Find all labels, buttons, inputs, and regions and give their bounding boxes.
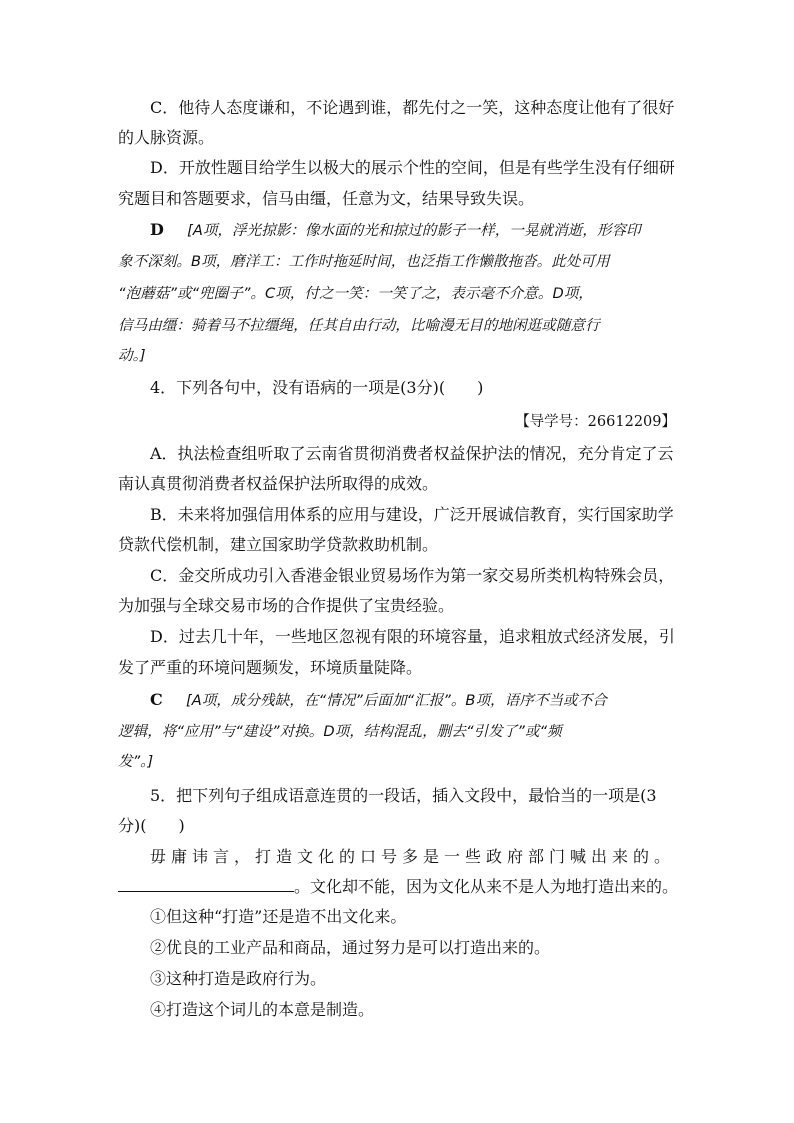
q3-answer-line3: “泡蘑菇”或“兜圈子”。C项，付之一笑：一笑了之，表示毫不介意。D项，: [118, 285, 593, 302]
q4-stem: 4．下列各句中，没有语病的一项是(3分)( ): [150, 378, 484, 397]
q4-answer-line2: 逻辑，将“应用”与“建设”对换。D项，结构混乱，删去“引发了”或“频: [118, 723, 562, 740]
q5-passage-line1: 毋庸讳言，打造文化的口号多是一些政府部门喊出来的。: [150, 847, 670, 866]
q3-option-c-line1: C．他待人态度谦和，不论遇到谁，都先付之一笑，这种态度让他有了很好: [150, 98, 675, 117]
q4-answer-line1: [150, 690, 607, 711]
q4-option-d-line1: D．过去几十年，一些地区忽视有限的环境容量，追求粗放式经济发展，引: [150, 627, 675, 646]
q4-option-b-line2: 贷款代偿机制，建立国家助学贷款救助机制。: [118, 535, 439, 554]
q3-answer-text1: [A项，浮光掠影：像水面的光和掠过的影子一样，一晃就消逝，形容印: [187, 222, 641, 239]
q4-answer-text1: [A项，成分残缺，在“情况”后面加“汇报”。B项，语序不当或不合: [186, 692, 607, 709]
q4-option-a-line1: A．执法检查组听取了云南省贯彻消费者权益保护法的情况，充分肯定了云: [150, 444, 674, 463]
q3-option-d-line1: D．开放性题目给学生以极大的展示个性的空间，但是有些学生没有仔细研: [150, 158, 675, 177]
q4-option-c-line2: 为加强与全球交易市场的合作提供了宝贵经验。: [118, 596, 455, 615]
q3-answer-line2: 象不深刻。B项，磨洋工：工作时拖延时间，也泛指工作懒散拖沓。此处可用: [118, 253, 610, 270]
q5-stem-line2: 分)( ): [118, 816, 185, 835]
q4-answer-key: C: [150, 690, 163, 709]
q5-passage-line2-text: 。文化却不能，因为文化从来不是人为地打造出来的。: [294, 877, 679, 896]
q4-option-b-line1: B．未来将加强信用体系的应用与建设，广泛开展诚信教育，实行国家助学: [150, 505, 674, 524]
q5-item-2: ②优良的工业产品和商品，通过努力是可以打造出来的。: [150, 938, 551, 957]
q3-answer-line1: [150, 220, 641, 241]
q4-option-d-line2: 发了严重的环境问题频发，环境质量陡降。: [118, 658, 423, 677]
q4-answer-line3: 发”。]: [118, 753, 154, 770]
q3-answer-key: D: [150, 220, 164, 239]
q5-item-1: ①但这种“打造”还是造不出文化来。: [150, 907, 407, 926]
fill-in-blank: [118, 877, 294, 892]
q4-option-a-line2: 南认真贯彻消费者权益保护法所取得的成效。: [118, 474, 439, 493]
q3-answer-line4: 信马由缰：骑着马不拉缰绳，任其自由行动，比喻漫无目的地闲逛或随意行: [118, 317, 600, 334]
q3-answer-line5: 动。]: [118, 347, 146, 364]
q5-stem-line1: 5．把下列句子组成语意连贯的一段话，插入文段中，最恰当的一项是(3: [150, 786, 657, 805]
q4-option-c-line1: C．金交所成功引入香港金银业贸易场作为第一家交易所类机构特殊会员，: [150, 566, 675, 585]
q5-item-3: ③这种打造是政府行为。: [150, 969, 327, 988]
q3-option-d-line2: 究题目和答题要求，信马由缰，任意为文，结果导致失误。: [118, 189, 535, 208]
q3-option-c-line2: 的人脉资源。: [118, 128, 215, 147]
q4-guide-number: 【导学号：26612209】: [515, 414, 676, 430]
q5-item-4: ④打造这个词儿的本意是制造。: [150, 1000, 375, 1019]
q5-passage-line2: [118, 877, 678, 897]
